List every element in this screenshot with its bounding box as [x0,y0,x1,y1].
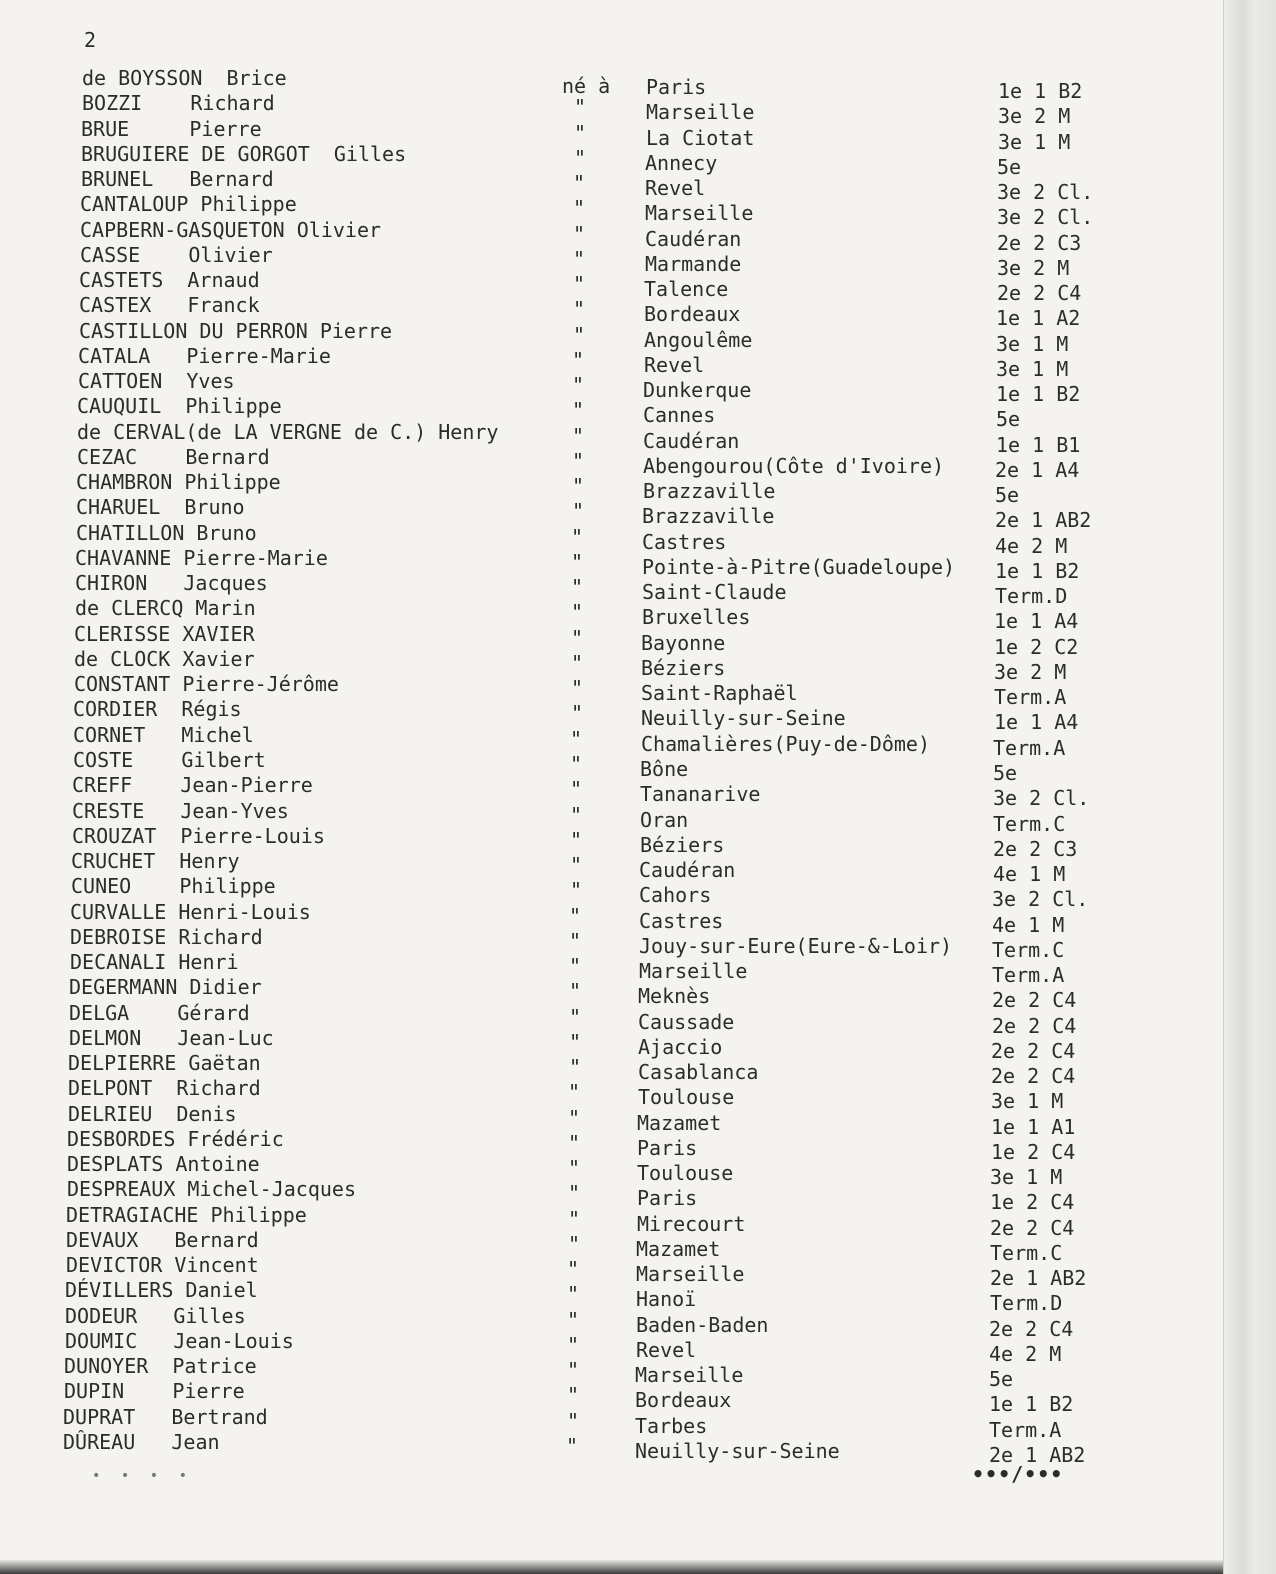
student-name: CHARUEL Bruno [76,495,245,519]
birth-city: Marseille [636,1262,745,1286]
student-name: de CLERCQ Marin [75,596,256,620]
class-level: 1e 1 A2 [996,306,1081,330]
class-level: 5e [993,761,1018,785]
birth-city: Paris [646,75,707,99]
ditto-mark: " [569,929,582,953]
class-level: 2e 1 A4 [995,458,1080,482]
student-name: DELPONT Richard [68,1076,261,1100]
student-name: de BOYSSON Brice [82,66,287,90]
ditto-mark: " [569,904,582,928]
student-row [0,293,1220,330]
class-level: Term.D [990,1291,1063,1315]
ditto-mark: " [573,247,586,271]
birth-city: Ajaccio [638,1035,723,1059]
ditto-mark: " [572,449,585,473]
class-level: 1e 2 C2 [994,635,1079,659]
student-name: CASTETS Arnaud [79,268,260,292]
class-level: 3e 2 Cl. [997,205,1094,229]
student-name: DELRIEU Denis [68,1102,237,1126]
student-name: de CERVAL(de LA VERGNE de C.) Henry [77,420,499,444]
birth-city: Caussade [638,1010,735,1034]
student-name: DEVICTOR Vincent [66,1253,259,1277]
class-level: 1e 1 B2 [989,1392,1074,1416]
class-level: 2e 2 C4 [991,1039,1076,1063]
birth-city: Caudéran [645,227,742,251]
student-name: DOUMIC Jean-Louis [65,1329,294,1353]
birth-city: Casablanca [638,1060,759,1084]
student-name: DEBROISE Richard [70,925,263,949]
student-name: CURVALLE Henri-Louis [70,900,311,924]
class-level: 4e 1 M [993,862,1066,886]
birth-city: Castres [639,909,724,933]
ditto-mark: " [568,1106,581,1130]
class-level: 5e [997,155,1022,179]
birth-city: Talence [644,277,729,301]
ditto-mark: " [571,701,584,725]
class-level: Term.A [993,736,1066,760]
birth-city: Tananarive [640,782,761,806]
student-name: DESPLATS Antoine [67,1152,260,1176]
student-name: CATTOEN Yves [78,369,235,393]
student-name: CORNET Michel [73,723,254,747]
birth-city: Meknès [638,984,711,1008]
continuation-mark: •••/••• [972,1462,1064,1486]
ditto-mark: " [573,171,586,195]
student-name: CHAMBRON Philippe [76,470,281,494]
birth-city: Baden-Baden [636,1313,769,1337]
ditto-mark: " [572,398,585,422]
student-row [0,192,1220,229]
student-name: DUPIN Pierre [64,1379,245,1403]
student-name: DELMON Jean-Luc [69,1026,274,1050]
student-name: BRUGUIERE DE GORGOT Gilles [81,142,407,166]
student-name: DODEUR Gilles [65,1304,246,1328]
birth-city: Toulouse [638,1085,735,1109]
birth-city: Béziers [640,833,725,857]
margin-dots: • • • • [92,1468,194,1484]
ditto-mark: " [569,1005,582,1029]
birth-city: Bayonne [641,631,726,655]
student-name: CUNEO Philippe [71,874,276,898]
ditto-mark: " [567,1358,580,1382]
student-name: CHIRON Jacques [75,571,268,595]
birth-city: Neuilly-sur-Seine [635,1439,840,1463]
student-name: DECANALI Henri [70,950,239,974]
page-number: 2 [84,28,97,52]
student-name: DEVAUX Bernard [66,1228,259,1252]
ditto-mark: " [571,626,584,650]
class-level: 3e 2 Cl. [997,180,1094,204]
birth-city: Revel [645,176,706,200]
student-row [0,1379,1220,1416]
birth-city: Bordeaux [635,1388,732,1412]
birth-city: Bordeaux [644,302,741,326]
student-name: DELGA Gérard [69,1001,250,1025]
birth-city: Paris [637,1136,698,1160]
class-level: 1e 1 B2 [996,382,1081,406]
student-name: BRUE Pierre [81,117,262,141]
class-level: 1e 1 A4 [994,710,1079,734]
ditto-mark: " [568,1156,581,1180]
class-level: 3e 1 M [990,1165,1063,1189]
birth-city: Dunkerque [643,378,752,402]
class-level: 3e 2 M [994,660,1067,684]
class-level: 2e 2 C4 [990,1216,1075,1240]
ditto-mark: " [573,323,586,347]
birth-city: Caudéran [643,429,740,453]
student-name: CROUZAT Pierre-Louis [72,824,325,848]
ditto-mark: " [568,1131,581,1155]
ditto-mark: " [571,651,584,675]
student-name: DETRAGIACHE Philippe [66,1203,307,1227]
ditto-mark: " [570,853,583,877]
birth-city: Marseille [639,959,748,983]
birth-city: Oran [640,808,689,832]
ditto-mark: " [570,828,583,852]
class-level: 4e 2 M [989,1342,1062,1366]
birth-city: Saint-Claude [642,580,787,604]
student-name: CAPBERN-GASQUETON Olivier [80,218,382,242]
class-level: 1e 1 A1 [991,1115,1076,1139]
student-row [0,91,1220,128]
ditto-mark: " [572,499,585,523]
student-row [0,394,1220,431]
ditto-mark: " [574,146,587,170]
birth-city: Mazamet [636,1237,721,1261]
class-level: 2e 2 C4 [989,1317,1074,1341]
birth-city: Caudéran [639,858,736,882]
class-level: 3e 1 M [996,332,1069,356]
ditto-mark: " [574,95,587,119]
class-level: 5e [995,483,1020,507]
birth-city: Marseille [645,201,754,225]
birth-city: Angoulême [644,328,753,352]
birth-city: Marseille [646,100,755,124]
class-level: 2e 1 AB2 [995,508,1092,532]
class-level: 1e 1 B2 [995,559,1080,583]
student-name: CHATILLON Bruno [76,521,257,545]
birth-city: Hanoï [636,1287,697,1311]
class-level: 2e 2 C4 [992,1014,1077,1038]
student-name: CREFF Jean-Pierre [72,773,313,797]
student-name: BRUNEL Bernard [81,167,274,191]
ditto-mark: " [566,1434,579,1458]
student-name: CATALA Pierre-Marie [78,344,331,368]
birth-city: Brazzaville [643,479,776,503]
student-name: CASSE Olivier [80,243,273,267]
student-name: CAUQUIL Philippe [77,394,282,418]
student-name: CORDIER Régis [73,697,242,721]
ditto-mark: " [569,1030,582,1054]
student-row [0,975,1220,1012]
class-level: Term.C [990,1241,1063,1265]
birth-city: La Ciotat [646,126,755,150]
class-level: 3e 1 M [996,357,1069,381]
birth-city: Paris [637,1186,698,1210]
class-level: 3e 2 Cl. [992,887,1089,911]
ditto-mark: " [572,474,585,498]
ditto-mark: " [569,979,582,1003]
class-level: 3e 2 Cl. [993,786,1090,810]
class-level: 1e 2 C4 [990,1190,1075,1214]
birth-city: Cahors [639,883,712,907]
ditto-mark: " [567,1282,580,1306]
ditto-mark: " [570,878,583,902]
birth-city: Saint-Raphaël [641,681,798,705]
student-row [0,874,1220,911]
student-row [0,1177,1220,1214]
class-level: Term.A [994,685,1067,709]
ditto-mark: " [573,272,586,296]
ditto-mark: " [568,1080,581,1104]
ditto-mark: " [572,424,585,448]
ditto-mark: " [567,1409,580,1433]
ditto-mark: " [569,954,582,978]
ditto-mark: " [568,1207,581,1231]
class-level: Term.C [993,812,1066,836]
birth-city: Castres [642,530,727,554]
student-name: DUPRAT Bertrand [63,1405,268,1429]
ditto-mark: " [571,575,584,599]
ditto-mark: " [572,373,585,397]
birth-city: Brazzaville [642,504,775,528]
student-name: DÉVILLERS Daniel [65,1278,258,1302]
class-level: 3e 1 M [998,130,1071,154]
ditto-mark: " [572,348,585,372]
class-level: 2e 1 AB2 [989,1443,1086,1467]
class-level: 1e 1 A4 [994,609,1079,633]
student-name: DÛREAU Jean [63,1430,220,1454]
ditto-mark: " [567,1308,580,1332]
student-row [0,697,1220,734]
birth-city: Chamalières(Puy-de-Dôme) [641,732,930,756]
class-level: 2e 2 C4 [997,281,1082,305]
class-level: 2e 1 AB2 [990,1266,1087,1290]
birth-city: Neuilly-sur-Seine [641,706,846,730]
birth-city: Toulouse [637,1161,734,1185]
student-row [0,495,1220,532]
class-level: Term.C [992,938,1065,962]
ditto-mark: " [568,1181,581,1205]
student-name: DESBORDES Frédéric [67,1127,284,1151]
class-level: Term.A [989,1418,1062,1442]
birth-city: Abengourou(Côte d'Ivoire) [643,454,945,478]
birth-city: Marmande [645,252,742,276]
ditto-mark: " [571,600,584,624]
ditto-mark: " [573,222,586,246]
ditto-mark: " [567,1333,580,1357]
student-row [0,596,1220,633]
ditto-mark: " [573,196,586,220]
birth-city: Annecy [645,151,718,175]
birth-city: Pointe-à-Pitre(Guadeloupe) [642,555,956,579]
class-level: 3e 2 M [997,256,1070,280]
class-level: 1e 1 B2 [998,79,1083,103]
class-level: 2e 2 C3 [993,837,1078,861]
birth-city: Mirecourt [637,1212,746,1236]
ditto-mark: " [569,1055,582,1079]
student-row [0,1430,1220,1467]
ditto-mark: " [571,550,584,574]
birth-city: Revel [644,353,705,377]
ditto-mark: " [568,1232,581,1256]
birth-city: Bruxelles [642,605,751,629]
student-row [0,1076,1220,1113]
class-level: 1e 1 B1 [996,433,1081,457]
ditto-mark: " [574,121,587,145]
student-name: COSTE Gilbert [73,748,266,772]
ditto-mark: " [573,297,586,321]
class-level: Term.D [995,584,1068,608]
birth-city: Bône [640,757,689,781]
class-level: Term.A [992,963,1065,987]
birth-city: Marseille [635,1363,744,1387]
class-level: 4e 2 M [995,534,1068,558]
student-name: CRESTE Jean-Yves [72,799,289,823]
ditto-mark: " [571,525,584,549]
class-level: 3e 2 M [998,104,1071,128]
student-name: CONSTANT Pierre-Jérôme [74,672,339,696]
ditto-mark: " [571,676,584,700]
student-name: CASTILLON DU PERRON Pierre [79,319,393,343]
born-at-label: né à [562,74,611,98]
ditto-mark: " [570,727,583,751]
birth-city: Cannes [643,403,716,427]
ditto-mark: " [570,803,583,827]
ditto-mark: " [570,752,583,776]
birth-city: Mazamet [637,1111,722,1135]
birth-city: Jouy-sur-Eure(Eure-&-Loir) [639,934,953,958]
class-level: 4e 1 M [992,913,1065,937]
student-name: CHAVANNE Pierre-Marie [75,546,328,570]
ditto-mark: " [570,777,583,801]
class-level: 2e 2 C3 [997,231,1082,255]
student-row [0,1278,1220,1315]
student-name: CRUCHET Henry [71,849,240,873]
ditto-mark: " [567,1257,580,1281]
class-level: 1e 2 C4 [991,1140,1076,1164]
class-level: 2e 2 C4 [992,988,1077,1012]
ditto-mark: " [567,1383,580,1407]
student-row [0,773,1220,810]
student-name: DESPREAUX Michel-Jacques [67,1177,356,1201]
student-name: CEZAC Bernard [77,445,270,469]
student-name: DELPIERRE Gaëtan [68,1051,261,1075]
student-name: de CLOCK Xavier [74,647,255,671]
student-name: BOZZI Richard [82,91,275,115]
class-level: 3e 1 M [991,1089,1064,1113]
class-level: 2e 2 C4 [991,1064,1076,1088]
student-name: CASTEX Franck [79,293,260,317]
birth-city: Tarbes [635,1414,708,1438]
class-level: 5e [996,407,1021,431]
class-level: 5e [989,1367,1014,1391]
student-name: CLERISSE XAVIER [74,622,255,646]
student-name: DUNOYER Patrice [64,1354,257,1378]
student-name: DEGERMANN Didier [69,975,262,999]
birth-city: Béziers [641,656,726,680]
student-name: CANTALOUP Philippe [80,192,297,216]
birth-city: Revel [636,1338,697,1362]
